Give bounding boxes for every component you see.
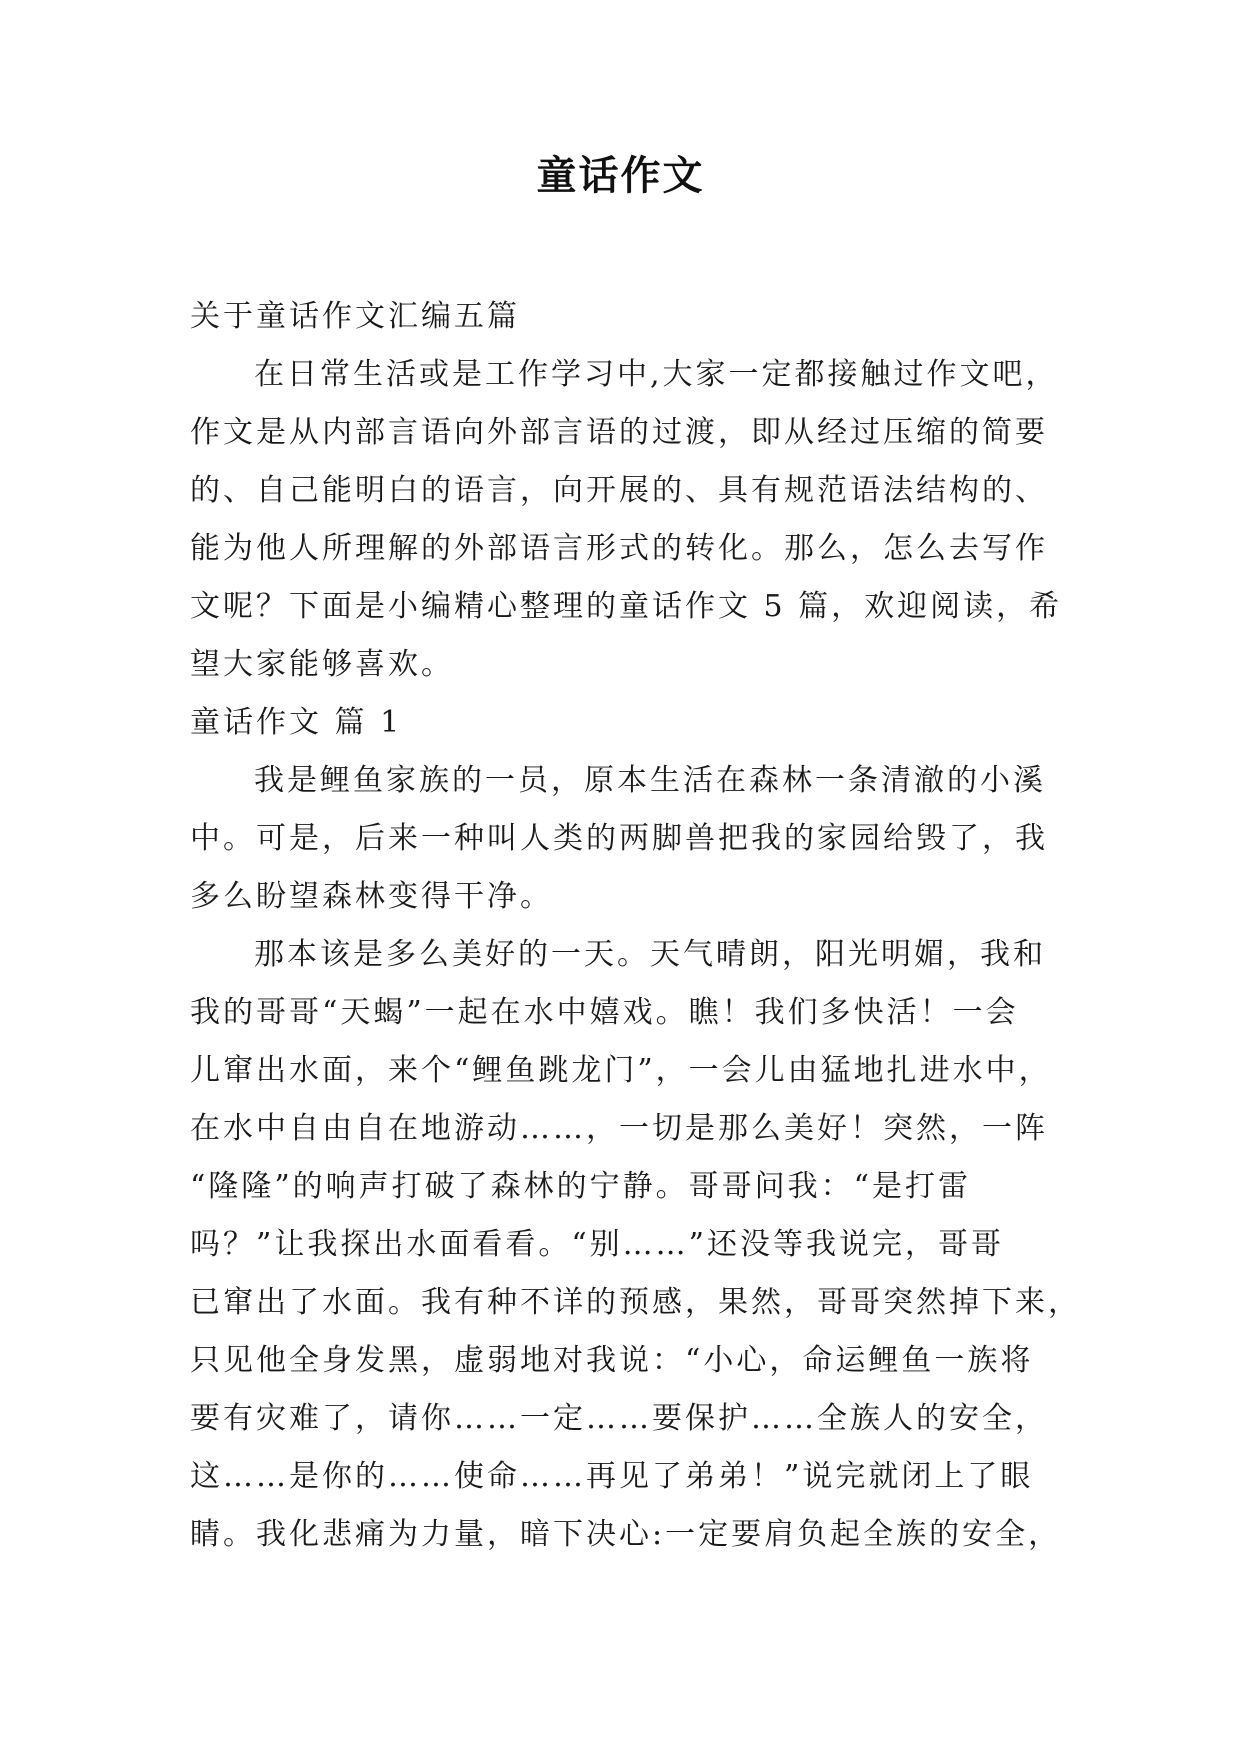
text-line: 关于童话作文汇编五篇 [190, 299, 520, 334]
text-line: “隆隆”的响声打破了森林的宁静。哥哥问我：“是打雷 [190, 1169, 972, 1204]
text-line: 儿窜出水面，来个“鲤鱼跳龙门”，一会儿由猛地扎进水中， [190, 1053, 1052, 1088]
text-line: 我是鲤鱼家族的一员，原本生活在森林一条清澈的小溪 [254, 763, 1046, 798]
text-line: 那本该是多么美好的一天。天气晴朗，阳光明媚，我和 [254, 937, 1046, 972]
text-line: 望大家能够喜欢。 [190, 647, 454, 682]
text-line: 这……是你的……使命……再见了弟弟！”说完就闭上了眼 [190, 1459, 1034, 1494]
text-line: 在日常生活或是工作学习中,大家一定都接触过作文吧， [254, 357, 1059, 392]
text-line: 作文是从内部言语向外部言语的过渡，即从经过压缩的简要 [190, 415, 1048, 450]
text-line: 在水中自由自在地游动……，一切是那么美好！突然，一阵 [190, 1111, 1048, 1146]
text-line: 吗？”让我探出水面看看。“别……”还没等我说完，哥哥 [190, 1227, 1005, 1262]
text-line: 中。可是，后来一种叫人类的两脚兽把我的家园给毁了，我 [190, 821, 1048, 856]
text-line: 只见他全身发黑，虚弱地对我说：“小心，命运鲤鱼一族将 [190, 1343, 1034, 1378]
text-line: 已窜出了水面。我有种不详的预感，果然，哥哥突然掉下来， [190, 1285, 1081, 1320]
text-line: 睛。我化悲痛为力量，暗下决心:一定要肩负起全族的安全， [190, 1517, 1062, 1552]
text-line: 要有灾难了，请你……一定……要保护……全族人的安全， [190, 1401, 1048, 1436]
document-title: 童话作文 [536, 153, 705, 199]
text-line: 能为他人所理解的外部语言形式的转化。那么，怎么去写作 [190, 531, 1048, 566]
text-line: 多么盼望森林变得干净。 [190, 879, 553, 914]
text-line: 的、自己能明白的语言，向开展的、具有规范语法结构的、 [190, 473, 1048, 508]
section-heading: 童话作文 篇 1 [190, 705, 403, 740]
text-line: 文呢？下面是小编精心整理的童话作文 5 篇，欢迎阅读，希 [190, 589, 1063, 624]
document-body [190, 288, 1081, 1564]
text-line: 我的哥哥“天蝎”一起在水中嬉戏。瞧！我们多快活！一会 [190, 995, 1019, 1030]
